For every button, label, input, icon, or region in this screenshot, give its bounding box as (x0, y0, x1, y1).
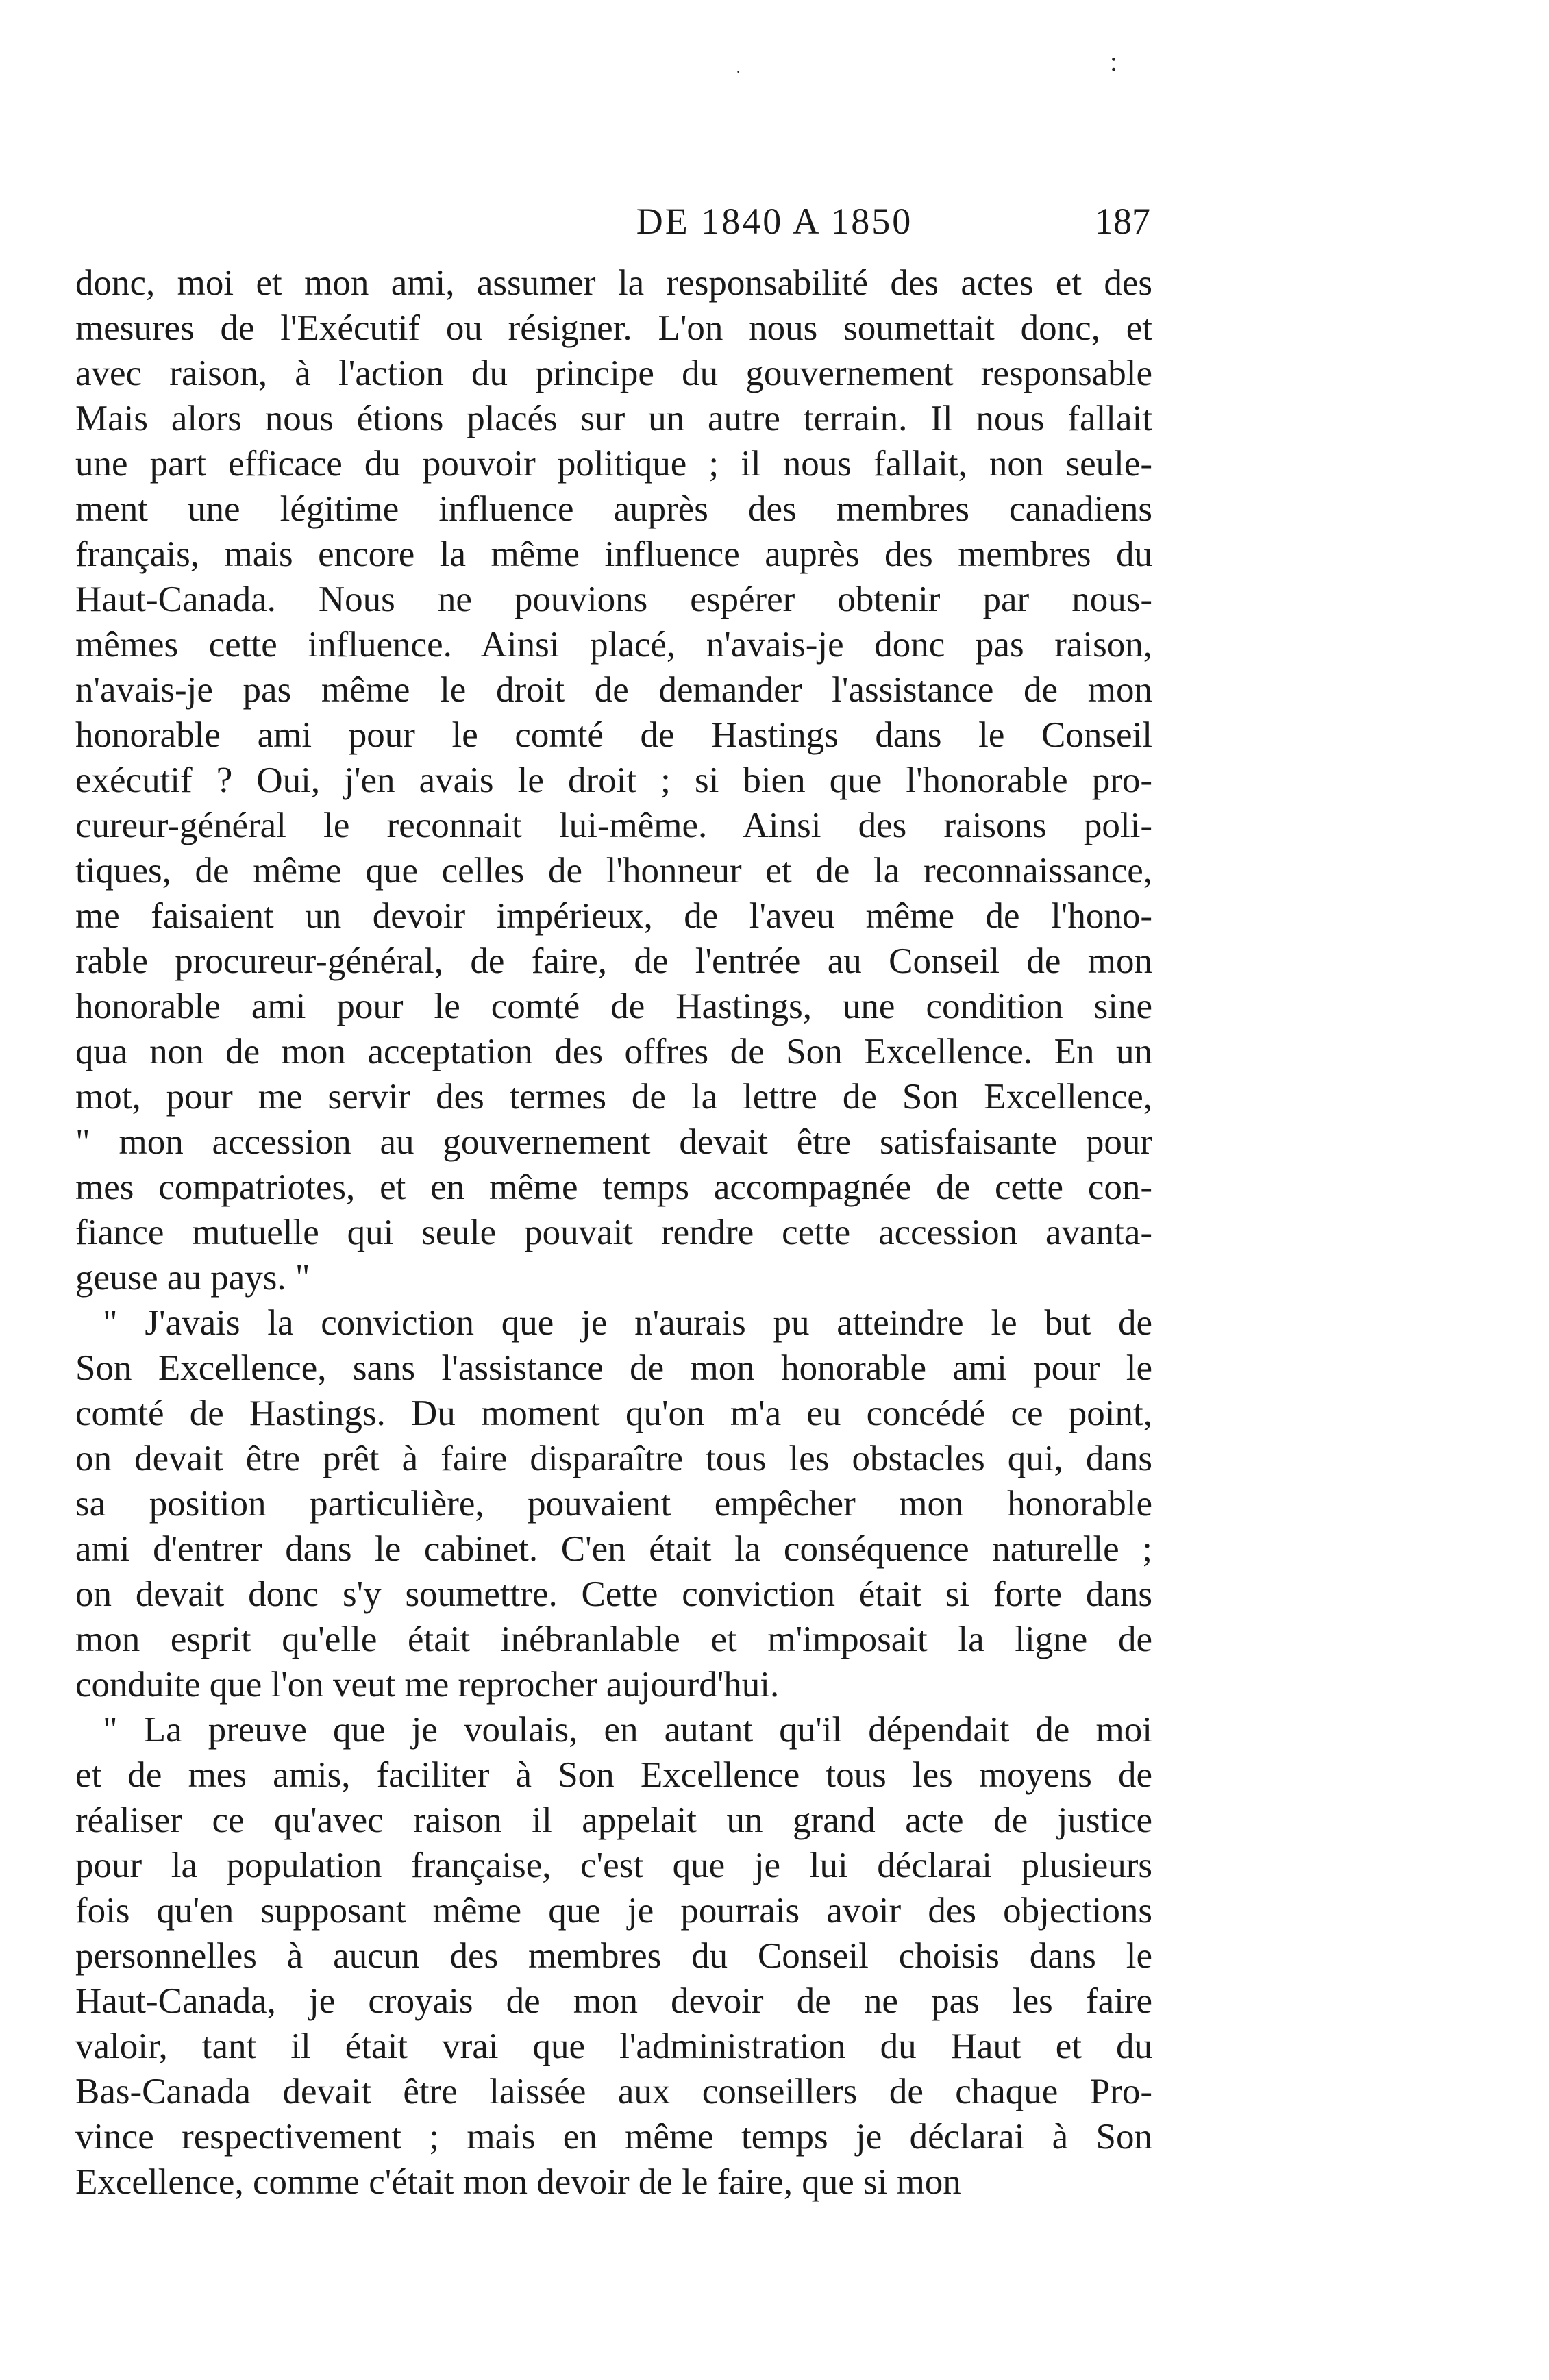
text-line: conduite que l'on veut me reprocher aujourd'hui. (75, 1665, 780, 1705)
text-line: mêmes cette influence. Ainsi placé, n'avais-je donc pas raison, (75, 625, 1152, 665)
text-line: honorable ami pour le comté de Hastings dans le Conseil (75, 715, 1152, 755)
text-line: une part efficace du pouvoir politique ; il nous fallait, non seule- (75, 444, 1152, 484)
text-line: qua non de mon acceptation des offres de Son Excellence. En un (75, 1032, 1152, 1071)
text-line: rable procureur-général, de faire, de l'entrée au Conseil de mon (75, 941, 1152, 981)
running-head (0, 200, 1549, 248)
text-line: mes compatriotes, et en même temps accompagnée de cette con- (75, 1167, 1152, 1207)
paragraph (75, 1300, 1152, 1707)
text-line: cureur-général le reconnait lui-même. Ainsi des raisons poli- (75, 806, 1152, 845)
paragraph (75, 260, 1152, 1300)
text-line: sa position particulière, pouvaient empêcher mon honorable (75, 1484, 1152, 1524)
text-line: comté de Hastings. Du moment qu'on m'a eu concédé ce point, (75, 1393, 1152, 1433)
text-line: ment une légitime influence auprès des membres canadiens (75, 489, 1152, 529)
text-line: et de mes amis, faciliter à Son Excellence tous les moyens de (75, 1755, 1152, 1795)
text-line: n'avais-je pas même le droit de demander l'assistance de mon (75, 670, 1152, 710)
text-line: réaliser ce qu'avec raison il appelait un grand acte de justice (75, 1800, 1152, 1840)
text-line: français, mais encore la même influence auprès des membres du (75, 534, 1152, 574)
text-line: Mais alors nous étions placés sur un autre terrain. Il nous fallait (75, 399, 1152, 438)
text-line: " J'avais la conviction que je n'aurais pu atteindre le but de (103, 1303, 1152, 1343)
page-number: 187 (1095, 201, 1150, 242)
body-text (75, 260, 1152, 2205)
text-line: mon esprit qu'elle était inébranlable et m'imposait la ligne de (75, 1620, 1152, 1659)
text-line: Son Excellence, sans l'assistance de mon honorable ami pour le (75, 1348, 1152, 1388)
text-line: fiance mutuelle qui seule pouvait rendre cette accession avanta- (75, 1213, 1152, 1252)
text-line: pour la population française, c'est que je lui déclarai plusieurs (75, 1846, 1152, 1885)
text-line: mesures de l'Exécutif ou résigner. L'on nous soumettait donc, et (75, 308, 1152, 348)
running-title: DE 1840 A 1850 (636, 201, 913, 242)
text-line: personnelles à aucun des membres du Conseil choisis dans le (75, 1936, 1152, 1976)
text-line: on devait donc s'y soumettre. Cette conviction était si forte dans (75, 1574, 1152, 1614)
text-line: Bas-Canada devait être laissée aux conseillers de chaque Pro- (75, 2072, 1152, 2111)
text-line: vince respectivement ; mais en même temps je déclarai à Son (75, 2117, 1152, 2157)
text-line: geuse au pays. " (75, 1258, 310, 1298)
text-line: tiques, de même que celles de l'honneur et de la reconnaissance, (75, 851, 1152, 891)
text-line: avec raison, à l'action du principe du gouvernement responsable (75, 354, 1152, 393)
text-line: " La preuve que je voulais, en autant qu'il dépendait de moi (103, 1710, 1152, 1750)
text-line: ami d'entrer dans le cabinet. C'en était la conséquence naturelle ; (75, 1529, 1152, 1569)
text-line: Haut-Canada. Nous ne pouvions espérer obtenir par nous- (75, 580, 1152, 619)
text-line: valoir, tant il était vrai que l'administration du Haut et du (75, 2026, 1152, 2066)
text-line: honorable ami pour le comté de Hastings, une condition sine (75, 987, 1152, 1026)
text-line: " mon accession au gouvernement devait être satisfaisante pour (75, 1122, 1152, 1162)
text-line: Haut-Canada, je croyais de mon devoir de ne pas les faire (75, 1981, 1152, 2021)
paragraph (75, 1707, 1152, 2205)
text-line: me faisaient un devoir impérieux, de l'aveu même de l'hono- (75, 896, 1152, 936)
text-line: mot, pour me servir des termes de la lettre de Son Excellence, (75, 1077, 1152, 1117)
text-line: exécutif ? Oui, j'en avais le droit ; si bien que l'honorable pro- (75, 760, 1152, 800)
top-right-speck: : (1110, 46, 1118, 77)
text-line: Excellence, comme c'était mon devoir de le faire, que si mon (75, 2162, 961, 2202)
text-line: fois qu'en supposant même que je pourrais avoir des objections (75, 1891, 1152, 1931)
text-line: donc, moi et mon ami, assumer la responsabilité des actes et des (75, 263, 1152, 303)
text-line: on devait être prêt à faire disparaître tous les obstacles qui, dans (75, 1439, 1152, 1478)
top-center-speck: . (736, 61, 740, 76)
